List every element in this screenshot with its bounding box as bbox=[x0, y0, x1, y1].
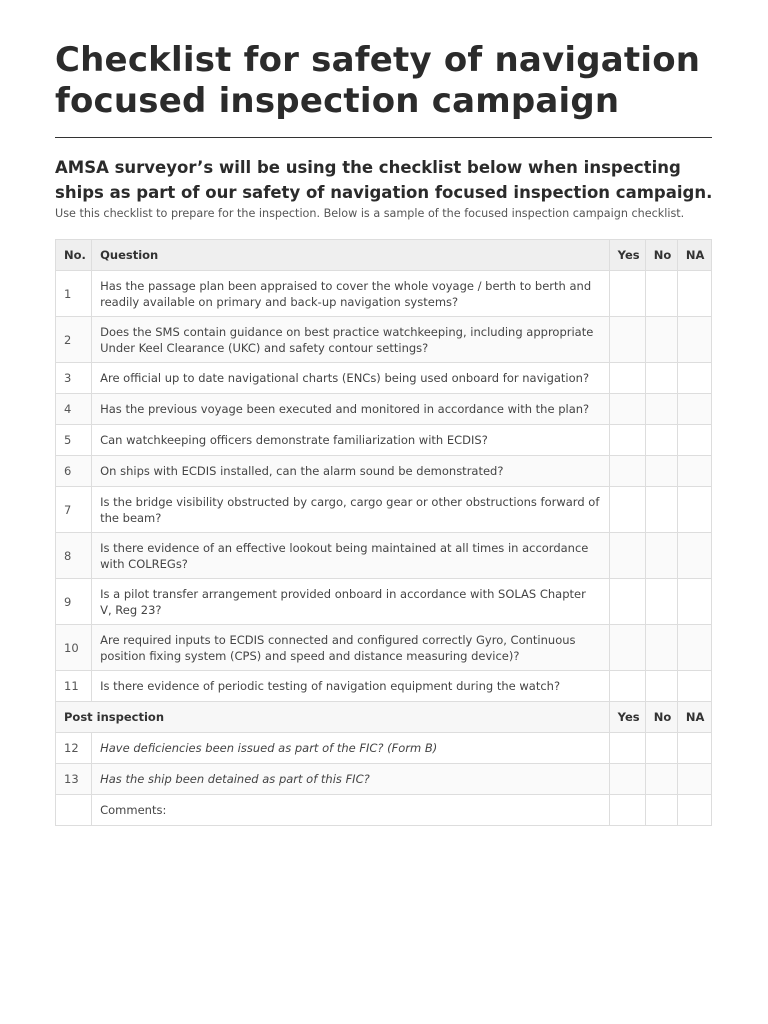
row-question: On ships with ECDIS installed, can the alarm sound be demonstrated? bbox=[92, 456, 610, 487]
row-number: 8 bbox=[56, 533, 92, 579]
table-row bbox=[56, 363, 712, 394]
yes-cell[interactable] bbox=[609, 533, 645, 579]
row-number: 3 bbox=[56, 363, 92, 394]
no-cell[interactable] bbox=[645, 733, 677, 764]
na-cell[interactable] bbox=[677, 363, 711, 394]
na-cell[interactable] bbox=[677, 271, 711, 317]
table-row bbox=[56, 317, 712, 363]
yes-cell[interactable] bbox=[609, 271, 645, 317]
yes-cell[interactable] bbox=[609, 394, 645, 425]
yes-cell[interactable] bbox=[609, 363, 645, 394]
yes-cell[interactable] bbox=[609, 579, 645, 625]
na-cell[interactable] bbox=[677, 764, 711, 795]
yes-cell[interactable] bbox=[609, 425, 645, 456]
intro-text: AMSA surveyor’s will be using the checklist below when inspecting ships as part of our safety of navigation focused inspection campaign. bbox=[55, 158, 713, 202]
na-cell[interactable] bbox=[677, 671, 711, 702]
no-cell[interactable] bbox=[645, 425, 677, 456]
no-cell[interactable] bbox=[645, 363, 677, 394]
na-cell[interactable] bbox=[677, 625, 711, 671]
no-cell bbox=[645, 795, 677, 826]
no-cell[interactable] bbox=[645, 533, 677, 579]
row-number: 7 bbox=[56, 487, 92, 533]
row-question: Can watchkeeping officers demonstrate familiarization with ECDIS? bbox=[92, 425, 610, 456]
table-row bbox=[56, 425, 712, 456]
checklist-table bbox=[55, 239, 712, 826]
header-no-answer: No bbox=[645, 702, 677, 733]
header-na: NA bbox=[677, 702, 711, 733]
row-question: Is there evidence of an effective lookout being maintained at all times in accordance with COLREGs? bbox=[92, 533, 610, 579]
row-number: 6 bbox=[56, 456, 92, 487]
na-cell[interactable] bbox=[677, 733, 711, 764]
table-row bbox=[56, 456, 712, 487]
na-cell[interactable] bbox=[677, 487, 711, 533]
comments-row bbox=[56, 795, 712, 826]
na-cell[interactable] bbox=[677, 425, 711, 456]
yes-cell[interactable] bbox=[609, 764, 645, 795]
row-question: Is a pilot transfer arrangement provided onboard in accordance with SOLAS Chapter V, Reg 23? bbox=[92, 579, 610, 625]
table-row bbox=[56, 764, 712, 795]
no-cell[interactable] bbox=[645, 579, 677, 625]
na-cell[interactable] bbox=[677, 579, 711, 625]
no-cell[interactable] bbox=[645, 394, 677, 425]
header-no-answer: No bbox=[645, 240, 677, 271]
title-divider bbox=[55, 137, 712, 138]
table-row bbox=[56, 625, 712, 671]
row-question: Does the SMS contain guidance on best practice watchkeeping, including appropriate Under Keel Clearance (UKC) and safety contour settings? bbox=[92, 317, 610, 363]
row-number: 5 bbox=[56, 425, 92, 456]
yes-cell[interactable] bbox=[609, 625, 645, 671]
row-number: 12 bbox=[56, 733, 92, 764]
row-question: Has the passage plan been appraised to cover the whole voyage / berth to berth and readily available on primary and back-up navigation systems? bbox=[92, 271, 610, 317]
no-cell[interactable] bbox=[645, 456, 677, 487]
row-question: Is the bridge visibility obstructed by cargo, cargo gear or other obstructions forward of the beam? bbox=[92, 487, 610, 533]
na-cell[interactable] bbox=[677, 394, 711, 425]
row-number: 9 bbox=[56, 579, 92, 625]
header-yes: Yes bbox=[609, 702, 645, 733]
row-question: Has the ship been detained as part of this FIC? bbox=[92, 764, 610, 795]
header-question: Question bbox=[92, 240, 610, 271]
row-number: 11 bbox=[56, 671, 92, 702]
row-question: Has the previous voyage been executed and monitored in accordance with the plan? bbox=[92, 394, 610, 425]
row-number: 10 bbox=[56, 625, 92, 671]
row-number: 13 bbox=[56, 764, 92, 795]
instruction-note: Use this checklist to prepare for the inspection. Below is a sample of the focused inspection campaign checklist. bbox=[55, 207, 685, 220]
table-row bbox=[56, 733, 712, 764]
row-number-empty bbox=[56, 795, 92, 826]
table-row bbox=[56, 394, 712, 425]
na-cell[interactable] bbox=[677, 317, 711, 363]
row-question: Is there evidence of periodic testing of navigation equipment during the watch? bbox=[92, 671, 610, 702]
table-header-row bbox=[56, 240, 712, 271]
no-cell[interactable] bbox=[645, 625, 677, 671]
no-cell[interactable] bbox=[645, 271, 677, 317]
comments-field[interactable]: Comments: bbox=[92, 795, 610, 826]
row-question: Are required inputs to ECDIS connected and configured correctly Gyro, Continuous position fixing system (CPS) and speed and distance measuring device)? bbox=[92, 625, 610, 671]
header-na: NA bbox=[677, 240, 711, 271]
na-cell bbox=[677, 795, 711, 826]
na-cell[interactable] bbox=[677, 533, 711, 579]
yes-cell[interactable] bbox=[609, 487, 645, 533]
header-no: No. bbox=[56, 240, 92, 271]
yes-cell[interactable] bbox=[609, 671, 645, 702]
table-row bbox=[56, 271, 712, 317]
row-number: 4 bbox=[56, 394, 92, 425]
yes-cell bbox=[609, 795, 645, 826]
no-cell[interactable] bbox=[645, 764, 677, 795]
na-cell[interactable] bbox=[677, 456, 711, 487]
post-inspection-header-row bbox=[56, 702, 712, 733]
yes-cell[interactable] bbox=[609, 456, 645, 487]
table-row bbox=[56, 671, 712, 702]
table-row bbox=[56, 487, 712, 533]
no-cell[interactable] bbox=[645, 671, 677, 702]
row-question: Have deficiencies been issued as part of the FIC? (Form B) bbox=[92, 733, 610, 764]
header-yes: Yes bbox=[609, 240, 645, 271]
no-cell[interactable] bbox=[645, 487, 677, 533]
page-title: Checklist for safety of navigation focused inspection campaign bbox=[55, 40, 701, 121]
table-row bbox=[56, 579, 712, 625]
post-inspection-heading: Post inspection bbox=[56, 702, 610, 733]
row-number: 1 bbox=[56, 271, 92, 317]
yes-cell[interactable] bbox=[609, 317, 645, 363]
table-row bbox=[56, 533, 712, 579]
row-number: 2 bbox=[56, 317, 92, 363]
no-cell[interactable] bbox=[645, 317, 677, 363]
row-question: Are official up to date navigational charts (ENCs) being used onboard for navigation? bbox=[92, 363, 610, 394]
yes-cell[interactable] bbox=[609, 733, 645, 764]
